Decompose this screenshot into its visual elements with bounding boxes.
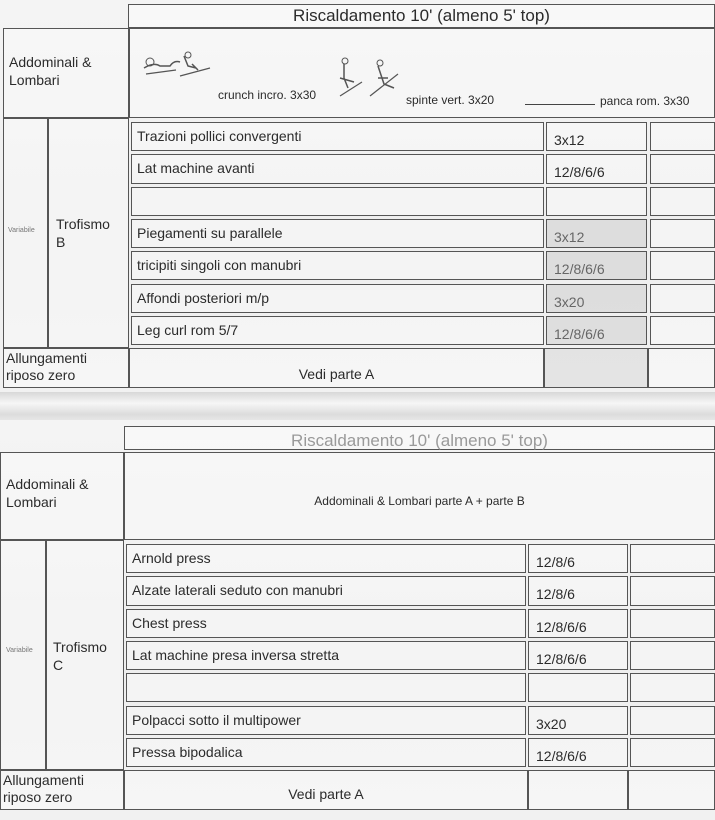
stretch-value: Vedi parte A — [288, 786, 364, 802]
abs-label-text: Addominali & Lombari — [9, 54, 92, 88]
exercise-name: Chest press — [132, 614, 207, 631]
stretch-sets-cell — [528, 770, 628, 810]
abs-value: Addominali & Lombari parte A + parte B — [314, 494, 525, 508]
exercise-name: Polpacci sotto il multipower — [132, 711, 301, 728]
exercise-extra-cell — [650, 219, 715, 248]
exercise-extra-cell — [630, 641, 715, 670]
stretch-label: Allungamenti riposo zero — [3, 772, 84, 805]
blank-line — [525, 104, 595, 105]
exercise-extra-cell — [630, 609, 715, 638]
exercise-extra-cell — [650, 122, 715, 151]
exercise-name: Arnold press — [132, 550, 211, 566]
variable-label: Variabile — [6, 647, 33, 654]
leg-raise-figure-icon — [338, 56, 404, 102]
warmup-title: Riscaldamento 10' (almeno 5' top) — [293, 6, 550, 25]
exercise-extra-cell — [650, 154, 715, 183]
stretch-extra-cell — [628, 770, 715, 810]
exercise-sets: 12/8/6/6 — [554, 261, 605, 278]
exercise-sets: 12/8/6/6 — [536, 747, 587, 764]
exercise-name: Lat machine presa inversa stretta — [132, 646, 339, 663]
workout-card-a — [0, 0, 715, 392]
paper-fold — [0, 392, 715, 420]
variable-label: Variabile — [8, 227, 35, 234]
exercise-name: Affondi posteriori m/p — [137, 289, 270, 306]
abs-item-label: panca rom. 3x30 — [600, 94, 690, 108]
warmup-title: Riscaldamento 10' (almeno 5' top) — [291, 431, 548, 450]
exercise-sets-cell — [528, 673, 628, 702]
exercise-name: Leg curl rom 5/7 — [137, 321, 239, 338]
exercise-sets: 3x20 — [554, 293, 585, 310]
exercise-sets: 12/8/6 — [536, 554, 575, 570]
exercise-extra-cell — [650, 187, 715, 216]
abs-label — [6, 475, 116, 511]
exercise-name-cell — [131, 187, 544, 216]
exercise-sets-cell — [546, 187, 647, 216]
crunch-figure-icon — [140, 46, 212, 86]
abs-item-label: spinte vert. 3x20 — [406, 93, 495, 107]
exercise-extra-cell — [630, 673, 715, 702]
exercise-sets: 3x20 — [536, 715, 567, 732]
exercise-name: Lat machine avanti — [137, 160, 255, 177]
abs-label — [9, 53, 119, 89]
stretch-extra-cell — [648, 348, 715, 388]
exercise-extra-cell — [650, 251, 715, 280]
exercise-name: Pressa bipodalica — [132, 743, 243, 760]
stretch-value: Vedi parte A — [298, 366, 375, 382]
exercise-extra-cell — [650, 316, 715, 345]
exercise-extra-cell — [630, 738, 715, 767]
workout-card-b — [0, 420, 715, 820]
stretch-sets-cell — [544, 348, 648, 388]
exercise-extra-cell — [630, 576, 715, 605]
exercise-sets: 3x12 — [554, 228, 585, 245]
exercise-name: Piegamenti su parallele — [137, 224, 283, 241]
exercise-name: Trazioni pollici convergenti — [137, 128, 302, 144]
exercise-name: Alzate laterali seduto con manubri — [132, 582, 343, 599]
exercise-sets: 12/8/6/6 — [554, 164, 605, 181]
exercise-name: tricipiti singoli con manubri — [137, 257, 302, 274]
section-label: Trofismo C — [53, 639, 107, 673]
exercise-sets: 12/8/6/6 — [554, 325, 605, 342]
section-label: Trofismo B — [56, 216, 110, 250]
exercise-sets: 12/8/6 — [536, 586, 575, 603]
exercise-sets: 12/8/6/6 — [536, 618, 587, 635]
abs-item-label: crunch incro. 3x30 — [218, 88, 317, 102]
variable-label-cell — [0, 540, 46, 770]
abs-label-text: Addominali & Lombari — [6, 476, 89, 510]
exercise-name-cell — [126, 673, 526, 702]
exercise-extra-cell — [630, 706, 715, 735]
stretch-label: Allungamenti riposo zero — [6, 350, 87, 383]
exercise-sets: 12/8/6/6 — [536, 650, 587, 667]
exercise-extra-cell — [630, 544, 715, 573]
exercise-extra-cell — [650, 284, 715, 313]
exercise-sets: 3x12 — [554, 132, 585, 148]
